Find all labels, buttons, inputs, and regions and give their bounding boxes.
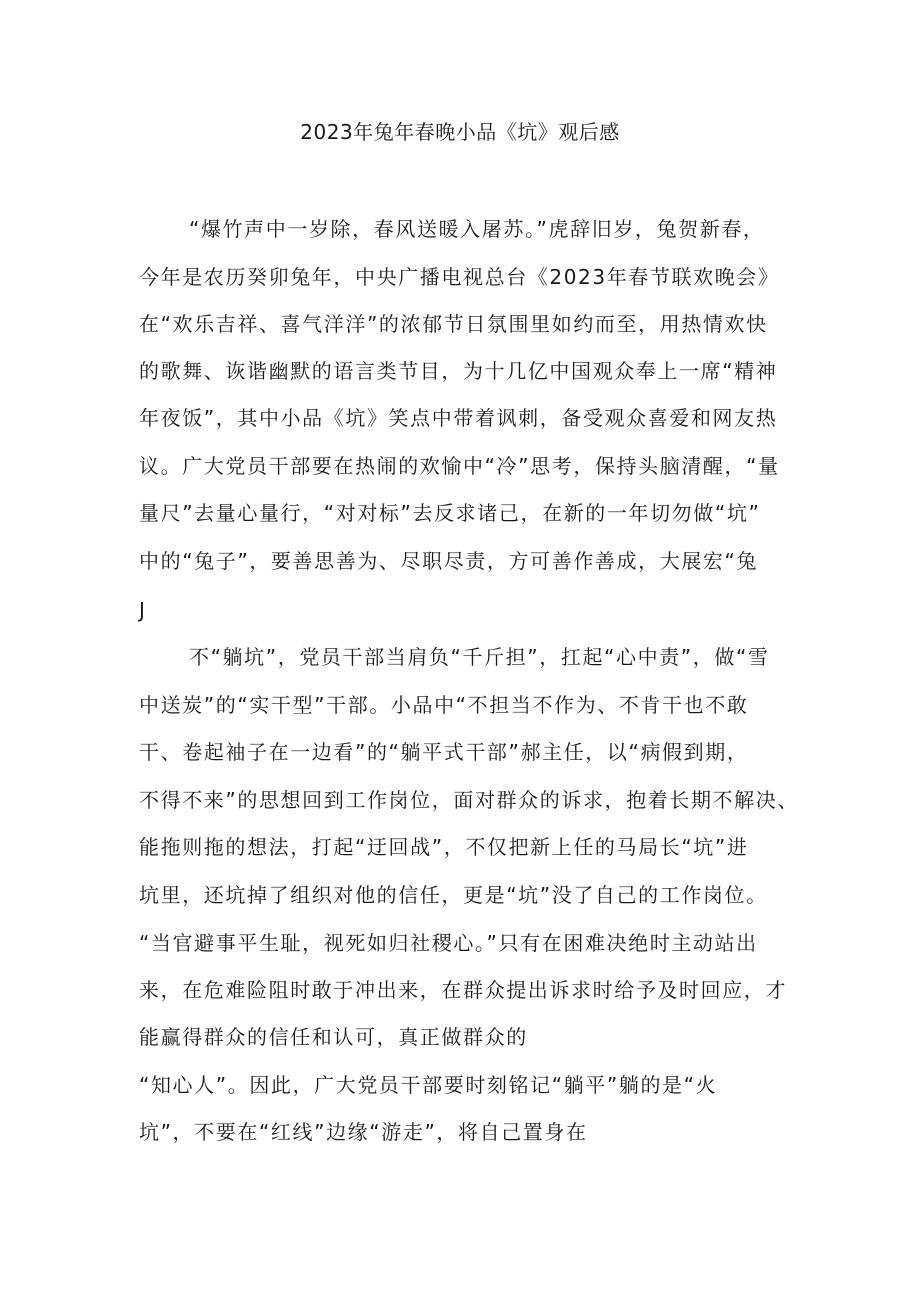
- paragraph-2-line-1: 不“躺坑”，党员干部当肩负“千斤担”，扛起“心中责”，做“雪: [189, 645, 770, 669]
- paragraph-1-line-9: J: [139, 598, 147, 622]
- paragraph-2-line-4: 不得不来”的思想回到工作岗位，面对群众的诉求，抱着长期不解决、: [139, 788, 799, 812]
- paragraph-2-line-8: 来，在危难险阻时敢于冲出来，在群众提出诉求时给予及时回应，才: [139, 978, 787, 1002]
- paragraph-1-line-8: 中的“兔子”，要善思善为、尽职尽责，方可善作善成，大展宏“兔: [139, 549, 759, 573]
- paragraph-1-line-5: 年夜饭”，其中小品《坑》笑点中带着讽刺，备受观众喜爱和网友热: [139, 406, 778, 430]
- paragraph-2-line-7: “当官避事平生耻，视死如归社稷心。”只有在困难决绝时主动站出: [139, 931, 758, 955]
- paragraph-1-line-7: 量尺”去量心量行，“对对标”去反求诸己，在新的一年切勿做“坑”: [139, 501, 761, 525]
- paragraph-1-line-4: 的歌舞、诙谐幽默的语言类节目，为十几亿中国观众奉上一席“精神: [139, 359, 778, 383]
- paragraph-1-line-1: “爆竹声中一岁除，春风送暖入屠苏。”虎辞旧岁，兔贺新春，: [189, 217, 765, 241]
- paragraph-2-line-9: 能赢得群众的信任和认可，真正做群众的: [139, 1025, 528, 1049]
- paragraph-2-line-10: “知心人”。因此，广大党员干部要时刻铭记“躺平”躺的是“火: [139, 1073, 718, 1097]
- document-title: 2023年兔年春晚小品《坑》观后感: [300, 120, 620, 144]
- paragraph-2-line-3: 干、卷起袖子在一边看”的“躺平式干部”郝主任，以“病假到期，: [139, 740, 749, 764]
- paragraph-2-line-6: 坑里，还坑掉了组织对他的信任，更是“坑”没了自己的工作岗位。: [139, 883, 768, 907]
- paragraph-2-line-2: 中送炭”的“实干型”干部。小品中“不担当不作为、不肯干也不敢: [139, 693, 749, 717]
- paragraph-1-line-3: 在“欢乐吉祥、喜气洋洋”的浓郁节日氛围里如约而至，用热情欢快: [139, 312, 768, 336]
- paragraph-2-line-11: 坑”，不要在“红线”边缘“游走”，将自己置身在: [139, 1120, 588, 1144]
- paragraph-2-line-5: 能拖则拖的想法，打起“迂回战”，不仅把新上任的马局长“坑”进: [139, 835, 749, 859]
- paragraph-1-line-6: 议。广大党员干部要在热闹的欢愉中“冷”思考，保持头脑清醒，“量: [139, 454, 780, 478]
- paragraph-1-line-2: 今年是农历癸卯兔年，中央广播电视总台《2023年春节联欢晚会》: [139, 265, 780, 289]
